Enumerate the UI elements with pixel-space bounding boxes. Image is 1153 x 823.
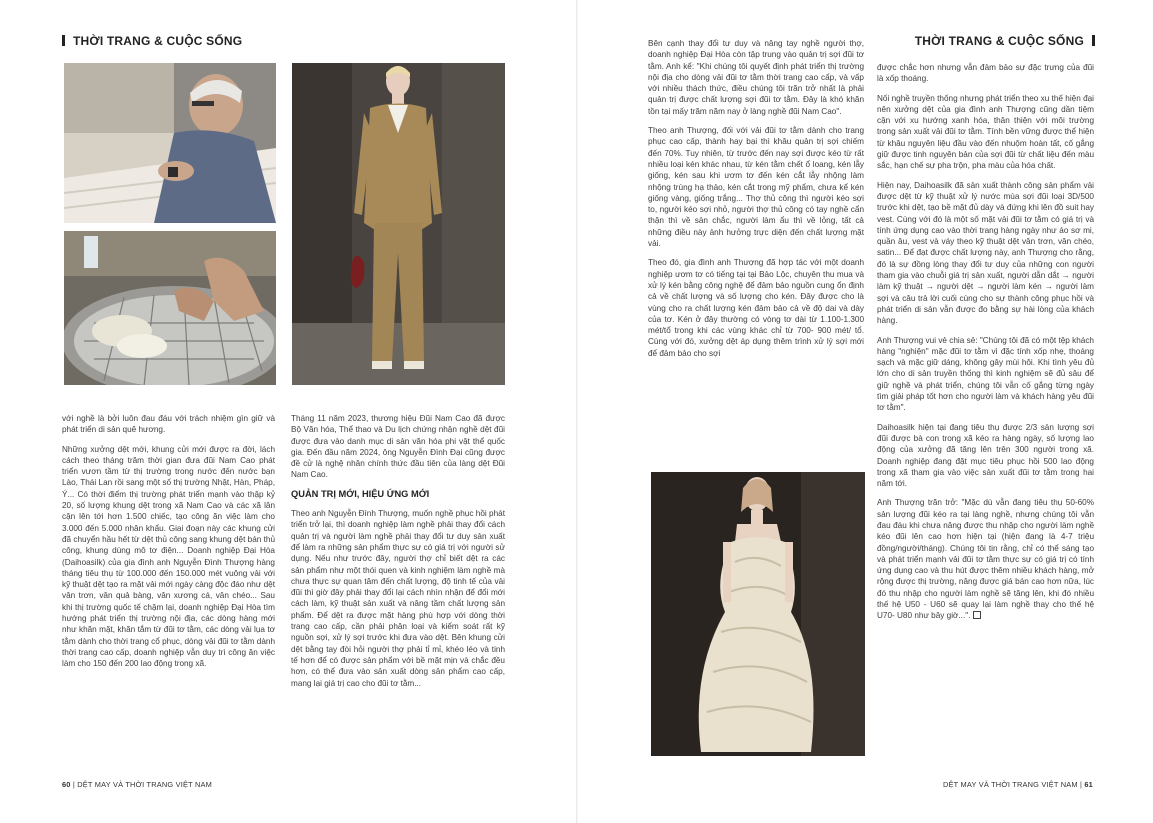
runway-model-khaki-icon <box>292 63 505 385</box>
footer-left: 60 | DỆT MAY VÀ THỜI TRANG VIỆT NAM <box>62 780 212 789</box>
section-title-right: THỜI TRANG & CUỘC SỐNG <box>914 34 1084 48</box>
article-column-2 <box>291 413 505 697</box>
paragraph-final <box>877 497 1094 621</box>
publication-name-left: DỆT MAY VÀ THỜI TRANG VIỆT NAM <box>77 780 212 789</box>
photo-model-khaki <box>292 63 505 385</box>
paragraph: Theo anh Nguyễn Đình Thượng, muốn nghề phục hồi phát triển trở lại, thì doanh nghiệp làm nghề phải thay đổi cách quản trị và người làm nghề phải thay đổi tư duy sản xuất để làm ra những sản phẩm thực sự có giá trị với người sử dụng. Nếu như trước đây, người thợ chỉ biết dệt ra các sản phẩm như một thói quen và kinh nghiệm làm nghề mà chưa thực sự quan tâm đến chất lượng, độ tinh tế của vải đũi thì giờ đây phải thay đổi lại cách nhìn nhận để đổi mới cách làm, kỹ thuật sản xuất và nâng tầm chất lượng sản phẩm. Để dệt ra được mặt hàng phù hợp với dòng thời trang cao cấp, cần phải phân loại và kiểm soát rất kỹ nguồn sợi, xử lý sợi trước khi đưa vào dệt. Bên khung cửi dệt bằng tay đòi hỏi người thợ phải tỉ mỉ, khéo léo và tinh tế hơn để có được sản phẩm với bề mặt mịn và chắc đều hơn, có thể đưa vào sản xuất dòng sản phẩm cao cấp, mang lại giá trị cao cho đũi tơ tằm... <box>291 509 505 688</box>
paragraph: Daihoasilk hiện tại đang tiêu thụ được 2/3 sản lượng sợi đũi được bà con trong xã kéo ra hàng ngày, số lượng lao động của xưởng đã tăng lên trên 300 người trong xã. Doanh nghiệp đang đặt mục tiêu phục hồi 500 lao động trong xã tham gia vào việc sản xuất đũi tơ tằm trong hai năm tới. <box>877 422 1094 489</box>
paragraph: Hiện nay, Daihoasilk đã sản xuất thành công sản phẩm vải được dệt từ kỹ thuật xử lý nước mùa sợi đũi loại 3D/500 trước khi dệt, tạo bề mặt đủ dày và đứng khi lên đồ suit hay vest. Cùng với đó là một số mặt vải đũi tơ tằm có giá trị và tính ứng dụng cao vào thời trang hàng ngày như áo sơ mi, quần âu, vest và váy theo kỹ thuật dệt vân trơn, vân chéo, satin... Để đạt được chất lượng này, anh Thượng cho rằng, đó là sự đồng lòng thay đổi tư duy của những con người tham gia vào chuỗi giá trị sản xuất, người dẫn dắt → người làm kỹ thuật → người dệt → người làm kén → người làm sợi và câu trả lời cuối cùng cho sự thành công phục hồi và phát triển di sản vẫn được đo bằng sự hài lòng của khách hàng. <box>877 180 1094 326</box>
paragraph-text: Anh Thượng trăn trở: "Mặc dù vẫn đang tiêu thụ 50-60% sản lượng đũi kéo ra tại làng nghề, nhưng chúng tôi vẫn đau đáu khi chưa nâng được thu nhập cho người làm nghề kéo đũi lên cao hơn hiện tại (hiện đang là 4-7 triệu đồng/người/tháng). Chúng tôi tin rằng, chỉ có thể sáng tạo và phát triển mạnh vải đũi tơ tằm thực sự có giá trị có tính ứng dụng cao và thu hút được thêm nhiều khách hàng, mở rộng được thị trường, nâng được giá bán cao hơn nữa, lúc đó thu nhập cho người làm nghề sẽ tăng lên, khi đó nhiều thế hệ U50 - U60 sẽ quay lại làm nghề thay cho thế hệ U70- U80 như bây giờ...". <box>877 498 1094 621</box>
section-header-right <box>915 34 1095 48</box>
photo-artisan-weaving <box>64 63 276 223</box>
article-column-4 <box>877 62 1094 630</box>
page-number-right: 61 <box>1084 780 1093 789</box>
paragraph: Theo đó, gia đình anh Thượng đã hợp tác với một doanh nghiệp ươm tơ có tiếng tại tại Bảo Lộc, chuyên thu mua và xử lý kén bằng công nghệ để đảm bảo nguồn cung ổn định cả về chất lượng và số lượng cho kén. Đây được cho là vùng cho ra chất lượng kén đảm bảo cả về độ dai và dày của tơ. Kén ở đây thường có vòng tơ dài từ 1.100-1.300 mét/tổ trong khi các vùng khác chỉ từ 700- 900 mét/ tổ. Cùng với đó, xưởng dệt áp dụng thêm trình xử lý sợi mới để đảm bảo cho sợi <box>648 258 864 358</box>
photo-silk-basin <box>64 231 276 385</box>
section-header-left <box>62 34 242 48</box>
paragraph: Nối nghề truyền thống nhưng phát triển theo xu thế hiện đại nên xưởng dệt của gia đình anh Thượng cũng dần tiệm cận với xu hướng xanh hóa, thân thiện với môi trường trong sản xuất vải đũi tơ tằm. Tính bền vững được thể hiện từ khâu nguyên liệu đầu vào đến nhuộm hoàn tất, cố gắng giữ được tinh nguyên bản của sợi đũi từ chất liệu đến màu sắc, hạn chế sự pha trộn, pha màu của hóa chất. <box>877 93 1094 171</box>
article-column-3 <box>648 38 864 367</box>
photo-model-white-dress <box>651 472 865 756</box>
end-of-article-icon <box>973 611 981 619</box>
page-number-left: 60 <box>62 780 71 789</box>
man-weaving-icon <box>64 63 276 223</box>
paragraph: Tháng 11 năm 2023, thương hiệu Đũi Nam Cao đã được Bộ Văn hóa, Thể thao và Du lịch chứng nhận nghề dệt đũi được đưa vào danh mục di sản văn hóa phi vật thể quốc gia. Đến đầu năm 2024, ông Nguyễn Đình Đại cũng được đề cử là nghệ nhân chính thức đầu tiên của làng dệt Đũi Nam Cao. <box>291 414 505 480</box>
paragraph: Anh Thượng vui vẻ chia sẻ: "Chúng tôi đã có một tệp khách hàng "nghiện" mặc đũi tơ tằm vì đặc tính xốp nhẹ, thoáng sạch và mặc giữ dáng, không gây mùi hôi. Khi tình yêu đủ lớn cho di sản truyền thống thì kinh nghiệm sẽ đủ sâu để giữ nghề và phát triển, chúng tôi vẫn cố gắng từng ngày tìm giải pháp tốt hơn cho người làm và khách hàng yêu đũi tơ tằm". <box>877 335 1094 413</box>
runway-model-white-dress-icon <box>651 472 865 756</box>
paragraph: Bên cạnh thay đổi tư duy và nâng tay nghề người thợ, doanh nghiệp Đại Hòa còn tập trung vào quản trị sợi đũi tơ tằm. Anh kể: "Khi chúng tôi quyết định phát triển thị trường nội địa cho dòng vải đũi tơ tằm thời trang cao cấp, và vấp với nhiều thách thức, điều chúng tôi trăn trở nhất là phải quản trị được chất lượng sợi đũi tơ tằm. Đây là khó khăn tồn tại mấy trăm năm nay ở làng nghề đũi Nam Cao". <box>648 39 864 116</box>
header-bar-mark <box>1092 35 1095 46</box>
paragraph: với nghề là bởi luôn đau đáu với trách nhiệm gìn giữ và phát triển di sản quê hương. <box>62 414 275 435</box>
footer-right: DỆT MAY VÀ THỜI TRANG VIỆT NAM | 61 <box>943 780 1093 789</box>
paragraph: Những xưởng dệt mới, khung cửi mới được ra đời, lách cách theo tháng trăm thời gian đưa đũi Nam Cao phát triển vươn tầm từ thị trường trong nước đến nước bạn Lào, Thái Lan rồi sang một số thị trường Nhật, Hàn, Pháp, Ý... Có thời điểm thị trường phát triển mạnh vào thập kỷ 20, số lượng khung dệt trong xã Nam Cao và các xã lân cận lên tới hơn 1.500 chiếc, tạo công ăn việc làm cho 3.000 đến 5.000 nhân khẩu. Giai đoạn này các khung cửi đã chuyển hầu hết từ dệt thủ công sang khung dệt bán thủ công, khung dùng mô tơ điện... Doanh nghiệp Đại Hòa (Daihoasilk) của gia đình anh Nguyễn Đình Thượng hàng tháng tiêu thụ từ 100.000 đến 150.000 mét vuông vải với kỹ thuật dệt tạo ra mặt vải mới ngày càng độc đáo như dệt vân trơn, vân quả bàng, vân xương cá, vân chéo... Sau khi thị trường quốc tế chậm lại, doanh nghiệp Đại Hòa tìm hướng phát triển thị trường nội địa, các dòng hàng mới như khăn mặt, khăn tắm từ đũi tơ tằm, các dòng vải lụa tơ tằm dành cho thời trang cổ phục, dòng vải đũi tơ tằm dành thời trang cao cấp, doanh nghiệp vẫn duy trì công ăn việc làm cho 150 đến 200 lao động trong xã. <box>62 444 275 669</box>
header-bar-mark <box>62 35 65 46</box>
article-column-1 <box>62 413 275 678</box>
section-title-left: THỜI TRANG & CUỘC SỐNG <box>73 34 243 48</box>
cocoon-basin-icon <box>64 231 276 385</box>
paragraph: Theo anh Thượng, đối với vải đũi tơ tằm dành cho trang phục cao cấp, thành hay bại thì khâu quản trị sợi chiếm đến 70%. Tuy nhiên, từ trước đến nay sợi được kéo từ rất nhiều loại kén khác nhau, từ kén tằm chết ổ loang, kén lẫy giống, kén sau khi ươm tơ đến kén cắt lẫy nhộng làm nhộng trùng hạ thảo, kén cắt trong mỹ phẩm, chưa kể kén giống vàng, giống trắng... Thợ thủ công thì người kéo sợi to, người kéo sợi nhỏ, người thợ thủ công có tay nghề cẩn thận thì về sản chắc, người làm ẩu thì về lỏng, tất cả những điều này ảnh hưởng trực diện đến chất lượng mặt vải. <box>648 126 864 249</box>
publication-name-right: DỆT MAY VÀ THỜI TRANG VIỆT NAM <box>943 780 1078 789</box>
page-gutter <box>576 0 578 823</box>
section-subheading: QUẢN TRỊ MỚI, HIỆU ỨNG MỚI <box>291 488 430 499</box>
paragraph: được chắc hơn nhưng vẫn đảm bảo sự đặc trưng của đũi là xốp thoáng. <box>877 63 1094 84</box>
